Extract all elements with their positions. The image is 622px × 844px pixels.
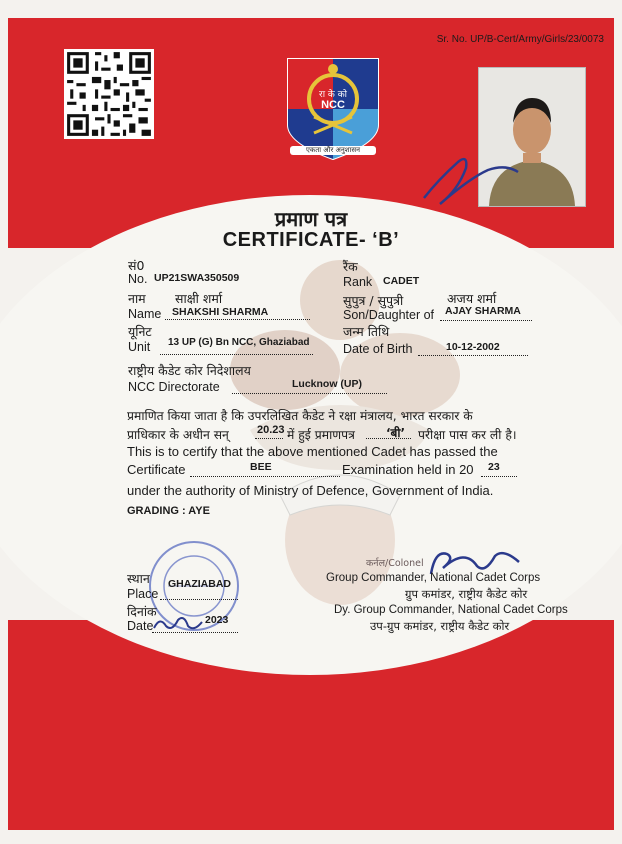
dob-value: 10-12-2002 bbox=[446, 341, 500, 353]
grading: GRADING : AYE bbox=[127, 505, 210, 517]
parent-label: Son/Daughter of bbox=[343, 308, 435, 322]
signatory-line-1: Group Commander, National Cadet Corps bbox=[326, 572, 541, 584]
date-label-hindi: दिनांक bbox=[127, 604, 157, 619]
certificate-dotted-line bbox=[190, 475, 340, 477]
serial-number: Sr. No. UP/B-Cert/Army/Girls/23/0073 bbox=[436, 34, 604, 45]
certificate-value: BEE bbox=[250, 461, 272, 473]
place-label: Place bbox=[127, 587, 159, 601]
emblem-motto: एकता और अनुशासन bbox=[290, 146, 376, 155]
unit-label: Unit bbox=[128, 340, 151, 354]
emblem-ncc-text: NCC bbox=[321, 99, 345, 111]
certification-hindi-year: 20.23 bbox=[257, 424, 285, 436]
certificate-title-hindi: प्रमाण पत्र bbox=[274, 207, 348, 231]
parent-value-hindi: अजय शर्मा bbox=[447, 291, 497, 306]
place-label-hindi: स्थान bbox=[127, 571, 150, 586]
unit-value: 13 UP (G) Bn NCC, Ghaziabad bbox=[168, 337, 310, 348]
rank-label-hindi: रैंक bbox=[343, 259, 358, 274]
rank-value: CADET bbox=[383, 275, 420, 287]
hindi-cert-dotted-line bbox=[366, 437, 411, 439]
colonel-label: कर्नल/Colonel bbox=[366, 558, 424, 569]
no-label: No. bbox=[128, 272, 148, 286]
rank-label: Rank bbox=[343, 275, 373, 289]
unit-dotted-line bbox=[160, 353, 313, 355]
dob-dotted-line bbox=[418, 354, 528, 356]
name-label-hindi: नाम bbox=[128, 291, 146, 306]
dob-label-hindi: जन्म तिथि bbox=[343, 324, 390, 339]
signatory-line-4: उप-ग्रुप कमांडर, राष्ट्रीय कैडेट कोर bbox=[370, 619, 510, 633]
unit-label-hindi: यूनिट bbox=[128, 324, 152, 339]
directorate-dotted-line bbox=[232, 392, 387, 394]
certificate-title: CERTIFICATE- ‘B’ bbox=[222, 229, 400, 251]
place-dotted-line bbox=[160, 598, 238, 600]
directorate-label-hindi: राष्ट्रीय कैडेट कोर निदेशालय bbox=[128, 363, 251, 378]
certification-hindi-line2a: प्राधिकार के अधीन सन् bbox=[127, 428, 229, 442]
certificate-label: Certificate bbox=[127, 462, 186, 477]
signatory-line-3: Dy. Group Commander, National Cadet Corps bbox=[334, 604, 568, 616]
date-label: Date bbox=[127, 619, 154, 633]
emblem-hindi-text: रा के को bbox=[319, 90, 347, 100]
no-value: UP21SWA350509 bbox=[154, 272, 240, 284]
certification-hindi-line1: प्रमाणित किया जाता है कि उपरलिखित कैडेट ने रक्षा मंत्रालय, भारत सरकार के bbox=[127, 409, 473, 423]
parent-value: AJAY SHARMA bbox=[445, 305, 521, 317]
certification-hindi-line2b: में हुई प्रमाणपत्र bbox=[287, 428, 355, 442]
certification-english-line3: under the authority of Ministry of Defence, Government of India. bbox=[127, 483, 494, 498]
qr-code bbox=[64, 49, 154, 139]
dob-label: Date of Birth bbox=[343, 342, 413, 356]
exam-year: 23 bbox=[488, 461, 500, 473]
parent-dotted-line bbox=[440, 319, 532, 321]
parent-label-hindi: सुपुत्र / सुपुत्री bbox=[343, 293, 404, 308]
date-value: 2023 bbox=[205, 614, 229, 626]
date-dotted-line bbox=[152, 631, 238, 633]
name-label: Name bbox=[128, 307, 162, 321]
signatory-line-2: ग्रुप कमांडर, राष्ट्रीय कैडेट कोर bbox=[405, 587, 528, 601]
directorate-label: NCC Directorate bbox=[128, 380, 220, 394]
name-value-hindi: साक्षी शर्मा bbox=[175, 291, 223, 306]
photo-signature bbox=[418, 150, 538, 210]
exam-held-label: Examination held in 20 bbox=[342, 462, 474, 477]
certification-hindi-cert: ‘बी’ bbox=[386, 426, 406, 440]
name-dotted-line bbox=[165, 318, 310, 320]
certification-english-line1: This is to certify that the above mentioned Cadet has passed the bbox=[127, 444, 498, 459]
directorate-value: Lucknow (UP) bbox=[292, 378, 362, 390]
no-label-hindi: सं0 bbox=[128, 258, 145, 273]
name-value: SHAKSHI SHARMA bbox=[172, 306, 269, 318]
place-value: GHAZIABAD bbox=[168, 578, 231, 590]
hindi-year-dotted-line bbox=[255, 437, 283, 439]
certification-hindi-line2c: परीक्षा पास कर ली है। bbox=[418, 428, 517, 442]
exam-year-dotted-line bbox=[481, 475, 517, 477]
